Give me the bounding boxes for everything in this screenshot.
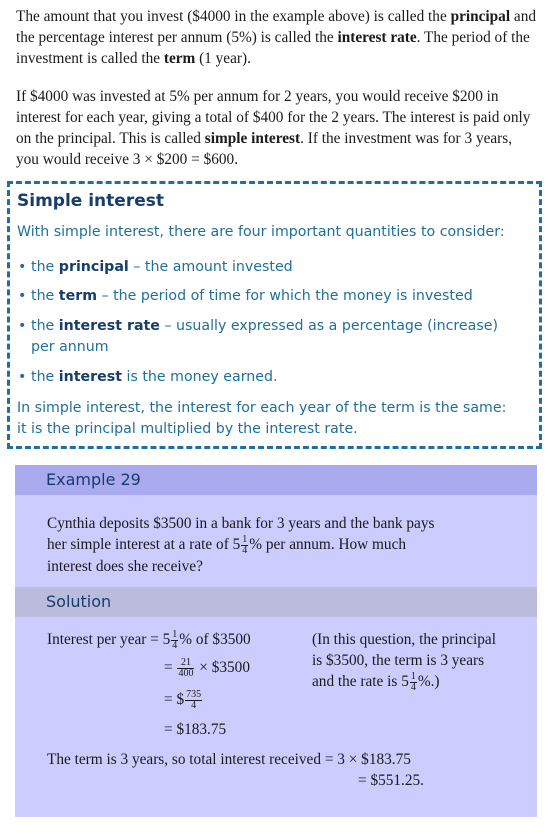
- intro-paragraph-2: [16, 86, 536, 170]
- example-question: Cynthia deposits $3500 in a bank for 3 years and the bank pays her simple interest at a rate of 5 $\frac{1}{4}$ % per annum. How much interest does she receive?: [47, 515, 435, 575]
- bullet-icon: •: [18, 288, 27, 304]
- p1-text-b: and the percentage interest per annum (5%) is called the: [16, 8, 536, 46]
- box-lead: With simple interest, there are four important quantities to consider:: [17, 224, 505, 240]
- fraction-21-400: $\frac{21}{400}$: [178, 656, 194, 679]
- p1-text-d: (1 year).: [195, 50, 251, 67]
- fraction-one-quarter: $\frac{1}{4}$: [242, 533, 248, 556]
- p1-text-c: . The period of the investment is called the: [16, 29, 530, 67]
- p1-term-interest-rate: interest rate: [337, 29, 417, 46]
- bullet-icon: •: [18, 369, 27, 385]
- intro-paragraph-1: [16, 6, 536, 69]
- fraction-one-quarter: $\frac{1}{4}$: [410, 670, 416, 693]
- solution-line-1: Interest per year = 5 $\frac{1}{4}$ % of $3500: [47, 628, 251, 651]
- solution-title: Solution: [46, 592, 112, 611]
- example-header: [15, 465, 537, 495]
- total-line-1: The term is 3 years, so total interest received = 3 × $183.75: [47, 751, 411, 768]
- p2-term-simple-interest: simple interest: [204, 130, 301, 147]
- bullet-interest-rate: the interest rate – usually expressed as a percentage (increase) per annum: [31, 318, 499, 355]
- solution-note: (In this question, the principal is $3500, the term is 3 years and the rate is 5 $\frac{1}{4}$ %.): [312, 631, 496, 693]
- solution-line-2: = $\frac{21}{400}$ × $3500: [164, 656, 250, 679]
- fraction-one-quarter: $\frac{1}{4}$: [172, 628, 178, 651]
- box-closing-1: In simple interest, the interest for each year of the term is the same:: [17, 400, 507, 416]
- example-title: Example 29: [46, 470, 141, 489]
- p1-term-term: term: [163, 50, 196, 67]
- p2-text-a: If $4000 was invested at 5% per annum for 2 years, you would receive $200 in interest for each year, giving a total of $400 for the 2 years. The interest is paid only on the principal. This is called: [16, 88, 531, 147]
- solution-line-3: = $ $\frac{735}{4}$: [164, 688, 202, 711]
- bullet-icon: •: [18, 259, 27, 275]
- box-title: Simple interest: [17, 191, 164, 211]
- p1-text-a: The amount that you invest ($4000 in the example above) is called the: [16, 8, 447, 25]
- bullet-icon: •: [18, 318, 27, 334]
- total-line-2: = $551.25.: [358, 772, 424, 789]
- bullet-interest: the interest is the money earned.: [31, 369, 278, 385]
- example-panel: [15, 465, 537, 817]
- p1-term-principal: principal: [450, 8, 511, 25]
- p2-text-b: . If the investment was for 3 years, you would receive 3 × $200 = $600.: [16, 130, 513, 168]
- solution-line-4: = $183.75: [164, 721, 227, 738]
- solution-header: [15, 587, 537, 617]
- box-closing-2: it is the principal multiplied by the interest rate.: [17, 421, 358, 437]
- bullet-principal: the principal – the amount invested: [31, 259, 293, 275]
- bullet-term: the term – the period of time for which the money is invested: [31, 288, 473, 304]
- simple-interest-box: [7, 181, 542, 449]
- fraction-735-4: $\frac{735}{4}$: [186, 688, 202, 711]
